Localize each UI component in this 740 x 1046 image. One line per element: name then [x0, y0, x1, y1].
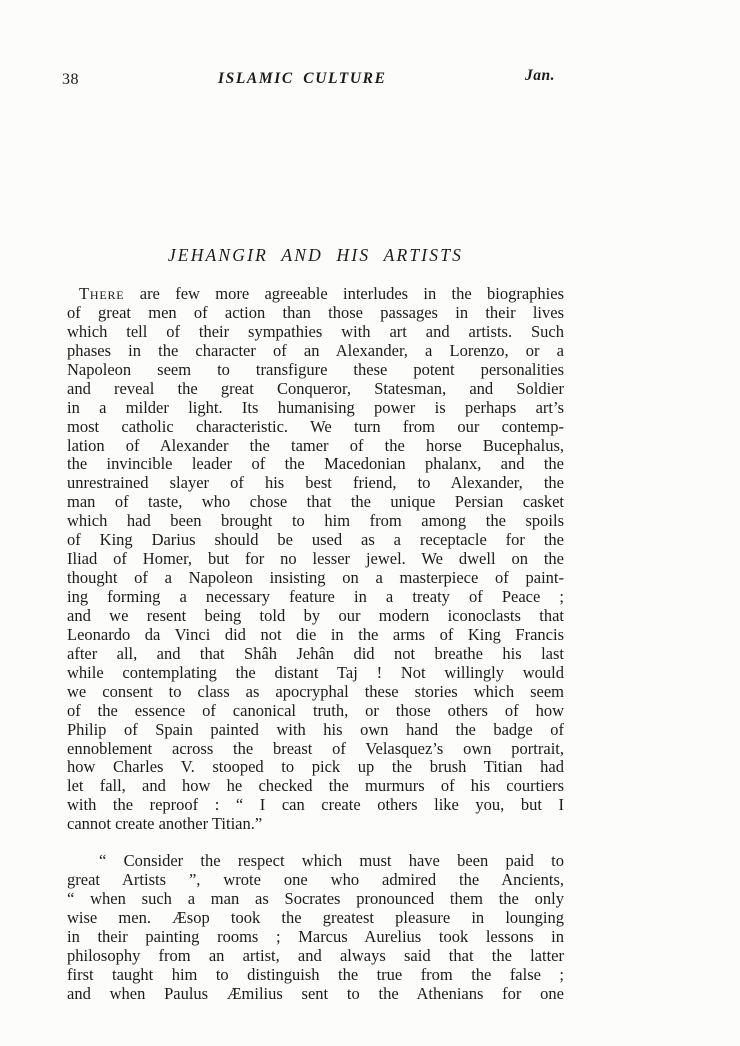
text-line: Philip of Spain painted with his own hand the badge of — [67, 719, 564, 739]
body-text — [67, 285, 564, 1004]
text-line: and when Paulus Æmilius sent to the Athenians for one — [67, 983, 564, 1003]
text-line: man of taste, who chose that the unique Persian casket — [67, 492, 564, 512]
text-line: philosophy from an artist, and always said that the latter — [67, 945, 564, 965]
text-line: thought of a Napoleon insisting on a masterpiece of paint- — [67, 568, 564, 588]
text-line: Leonardo da Vinci did not die in the arms of King Francis — [67, 624, 564, 644]
article-title: JEHANGIR AND HIS ARTISTS — [167, 245, 464, 265]
text-line: while contemplating the distant Taj ! Not willingly would — [67, 662, 564, 682]
text-line: in a milder light. Its humanising power is perhaps art’s — [67, 397, 564, 417]
text-line: “ Consider the respect which must have been paid to — [99, 851, 564, 871]
text-line: ing forming a necessary feature in a treaty of Peace ; — [67, 587, 564, 606]
text-line: the invincible leader of the Macedonian phalanx, and the — [67, 454, 564, 474]
text-line: lation of Alexander the tamer of the horse Bucephalus, — [67, 435, 564, 455]
text-line: first taught him to distinguish the true from the false ; — [67, 964, 564, 984]
text-line: how Charles V. stooped to pick up the brush Titian had — [67, 757, 564, 777]
text-line: with the reproof : “ I can create others like you, but I — [67, 795, 564, 815]
text-line: Napoleon seem to transfigure these potent personalities — [67, 359, 564, 379]
text-line: of great men of action than those passages in their lives — [67, 302, 564, 322]
text-line: and we resent being told by our modern iconoclasts that — [67, 605, 564, 625]
text-line: wise men. Æsop took the greatest pleasure in lounging — [67, 908, 564, 927]
text-line: most catholic characteristic. We turn from our contemp- — [67, 416, 564, 436]
text-line: cannot create another Titian.” — [67, 814, 263, 834]
text-line: let fall, and how he checked the murmurs of his courtiers — [67, 776, 564, 796]
text-line: There are few more agreeable interludes in the biographies — [79, 284, 564, 303]
text-line: in their painting rooms ; Marcus Aurelius took lessons in — [67, 926, 564, 946]
text-line: great Artists ”, wrote one who admired the Ancients, — [67, 870, 564, 890]
issue-month: Jan. — [525, 67, 555, 84]
text-line: Iliad of Homer, but for no lesser jewel. We dwell on the — [67, 549, 564, 569]
text-line: after all, and that Shâh Jehân did not breathe his last — [67, 643, 564, 663]
text-line: of the essence of canonical truth, or those others of how — [67, 700, 564, 720]
text-line: ennoblement across the breast of Velasquez’s own portrait, — [67, 738, 564, 758]
smallcaps-lead: There — [79, 284, 125, 303]
journal-title: ISLAMIC CULTURE — [218, 70, 387, 87]
text-line: “ when such a man as Socrates pronounced them the only — [67, 889, 564, 909]
paragraph — [67, 852, 564, 1004]
text-line: which had been brought to him from among the spoils — [67, 511, 564, 531]
paragraph — [67, 285, 564, 834]
text-line: we consent to class as apocryphal these stories which seem — [67, 681, 564, 701]
page-number: 38 — [62, 71, 79, 88]
text-line: unrestrained slayer of his best friend, to Alexander, the — [67, 473, 564, 493]
text-line: of King Darius should be used as a receptacle for the — [67, 530, 564, 550]
text-line: which tell of their sympathies with art and artists. Such — [67, 321, 564, 341]
text-line: phases in the character of an Alexander, a Lorenzo, or a — [67, 340, 564, 360]
text-line: and reveal the great Conqueror, Statesman, and Soldier — [67, 378, 564, 398]
